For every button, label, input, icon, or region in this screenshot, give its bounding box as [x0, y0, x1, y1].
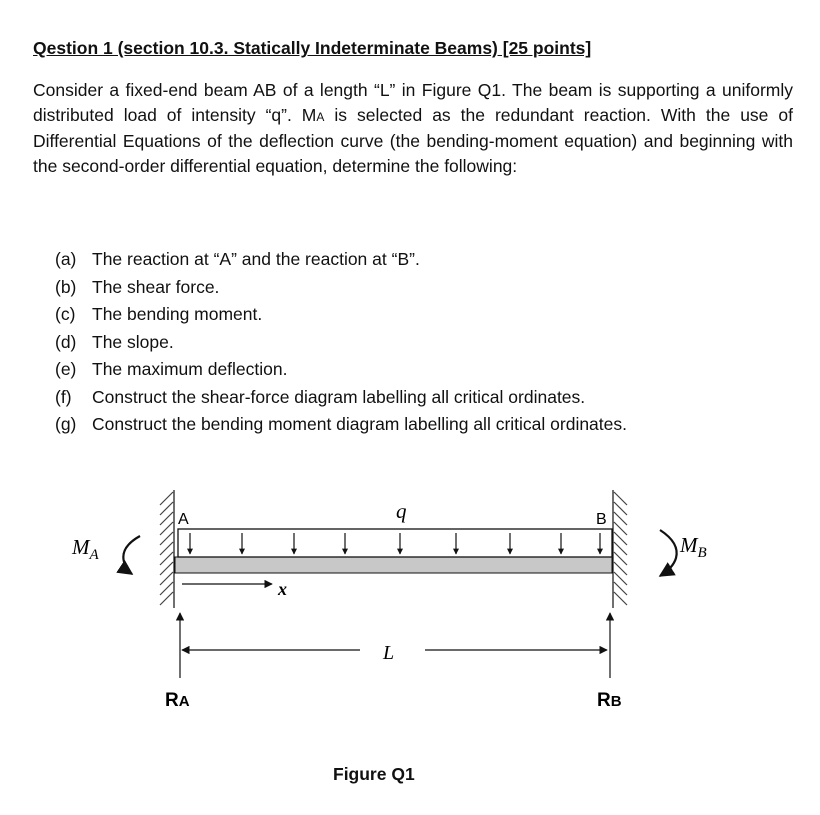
moment-b-label: [679, 533, 707, 561]
beam-figure: [0, 470, 820, 730]
task-text: The bending moment.: [92, 304, 263, 324]
moment-a-label: [71, 535, 100, 563]
label-a: A: [178, 511, 189, 528]
paragraph-part-1: Consider a fixed-end beam AB of a length “L” in Figure Q1. The beam is supporting a uniformly distributed load of intensity “q”. M: [33, 80, 793, 125]
reaction-b-subscript: B: [610, 693, 622, 710]
load-arrows: [190, 533, 600, 554]
moment-a-arc: [123, 536, 140, 574]
moment-a-subscript: A: [89, 547, 99, 563]
moment-b-arc: [660, 530, 677, 576]
task-item-e: [55, 356, 627, 384]
reaction-a-symbol: R: [165, 690, 179, 711]
task-item-g: [55, 411, 627, 439]
task-text: The reaction at “A” and the reaction at “B”.: [92, 249, 420, 269]
task-label: (f): [55, 386, 72, 407]
moment-a-symbol: M: [72, 535, 90, 559]
length-label: L: [383, 642, 395, 664]
left-wall-hatch: [160, 492, 173, 605]
paragraph-part-2: is selected as the redundant reaction. With the use of Differential Equations of the deflection curve (the bending-moment equation) and beginning with the second-order differential equation, determine the following:: [33, 104, 793, 176]
right-wall-hatch: [614, 492, 627, 605]
question-title: Qestion 1 (section 10.3. Statically Indeterminate Beams) [25 points]: [33, 38, 592, 58]
label-b: B: [596, 511, 607, 528]
task-label: (b): [55, 276, 77, 297]
paragraph-subscript: A: [316, 109, 325, 124]
task-text: The shear force.: [92, 276, 220, 297]
beam: [175, 557, 612, 573]
reaction-a-label: [165, 690, 190, 711]
task-item-b: [55, 274, 627, 302]
task-text: The slope.: [92, 331, 174, 352]
reaction-b-symbol: R: [597, 690, 611, 711]
task-label: (e): [55, 359, 77, 379]
task-label: (c): [55, 304, 76, 324]
task-text: Construct the shear-force diagram labelling all critical ordinates.: [92, 386, 586, 407]
load-label: q: [396, 499, 407, 523]
load-box: [178, 529, 612, 557]
task-label: (d): [55, 331, 77, 352]
question-paragraph: [33, 78, 793, 178]
task-label: (g): [55, 414, 77, 434]
reaction-b-label: [597, 690, 622, 711]
task-text: The maximum deflection.: [92, 359, 288, 379]
task-item-c: [55, 301, 627, 329]
task-text: Construct the bending moment diagram labelling all critical ordinates.: [92, 414, 627, 434]
task-item-d: [55, 329, 627, 357]
moment-b-symbol: M: [680, 533, 698, 557]
task-list: [55, 246, 627, 439]
task-item-a: [55, 246, 627, 274]
figure-caption: Figure Q1: [333, 764, 415, 784]
reaction-a-subscript: A: [178, 693, 190, 710]
task-label: (a): [55, 249, 77, 269]
task-item-f: [55, 384, 627, 412]
x-axis-label: x: [278, 579, 287, 599]
moment-b-subscript: B: [697, 545, 707, 561]
